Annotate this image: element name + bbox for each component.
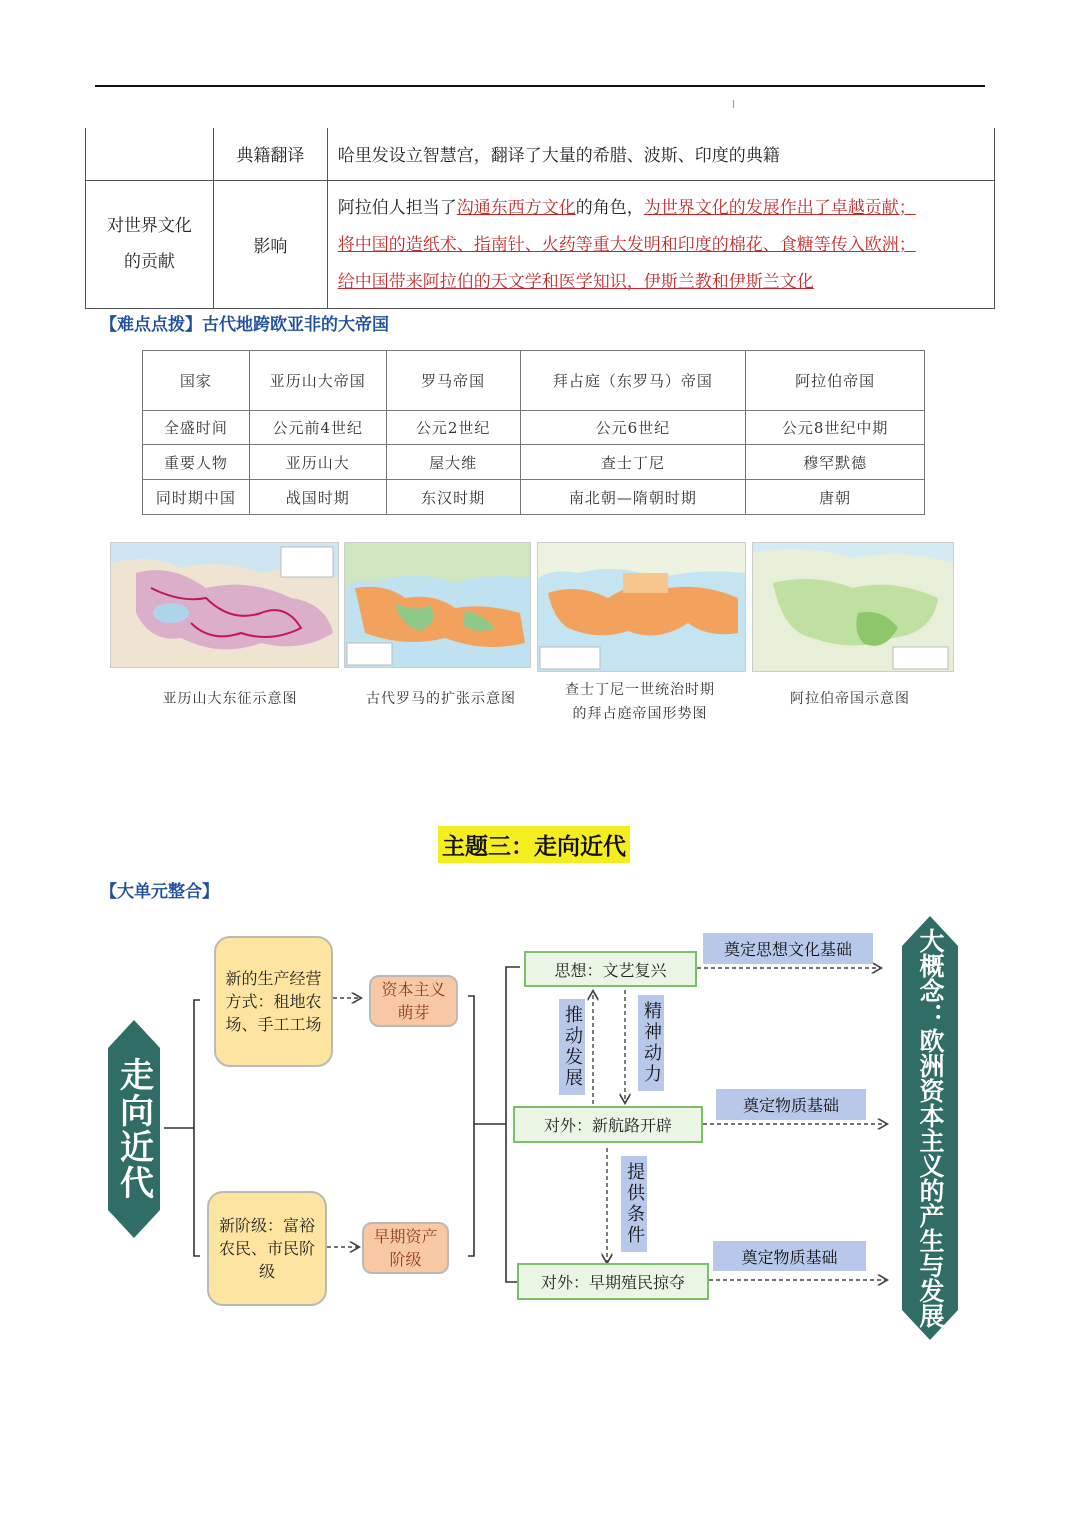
- text-span: 的角色，: [575, 197, 644, 218]
- table-header-cell: 国家: [143, 351, 250, 411]
- table-cell: 南北朝—隋朝时期: [520, 480, 746, 515]
- impact-line-2: [338, 227, 984, 264]
- table-cell: 唐朝: [746, 480, 925, 515]
- map-alexander: [110, 542, 339, 668]
- table-cell: 查士丁尼: [520, 445, 746, 480]
- table-cell: 战国时期: [249, 480, 386, 515]
- table-cell: 对世界文化的贡献: [86, 180, 214, 308]
- left-label: 走向近代: [113, 1057, 154, 1201]
- table-cell: [327, 180, 994, 308]
- empires-table: [142, 350, 925, 515]
- table-cell: 屋大维: [386, 445, 520, 480]
- route-box: 对外：新航路开辟: [513, 1106, 703, 1143]
- table-cell: 东汉时期: [386, 480, 520, 515]
- big-concept-label: 大概念：欧洲资本主义的产生与发展: [916, 928, 945, 1328]
- lay-material-label: 奠定物质基础: [716, 1089, 866, 1120]
- map-byzantine: [537, 542, 746, 672]
- map-caption: 阿拉伯帝国示意图: [790, 691, 910, 707]
- underlined-text: 沟通东西方文化: [456, 197, 576, 218]
- impact-line-1: [338, 190, 984, 227]
- push-label: 推动发展: [559, 999, 585, 1095]
- table-cell: [86, 128, 214, 180]
- map-caption: 的拜占庭帝国形势图: [572, 706, 708, 722]
- lay-material-label: 奠定物质基础: [713, 1241, 866, 1271]
- text-span: [457, 198, 576, 218]
- header-tick: [733, 100, 734, 108]
- provide-label: 提供条件: [621, 1156, 647, 1252]
- table-cell: 哈里发设立智慧宫，翻译了大量的希腊、波斯、印度的典籍: [327, 128, 994, 180]
- table-cell: 公元2世纪: [386, 411, 520, 445]
- map-caption: 亚历山大东征示意图: [162, 691, 298, 707]
- header-rule: [95, 85, 985, 87]
- table-row: [143, 445, 925, 480]
- class-box: 新阶级：富裕农民、市民阶级: [207, 1191, 327, 1306]
- table-cell: 亚历山大: [249, 445, 386, 480]
- impact-line-3: [338, 264, 984, 301]
- lay-thought-label: 奠定思想文化基础: [703, 933, 873, 964]
- unit-heading: 【大单元整合】: [100, 882, 219, 902]
- contribution-table: [85, 128, 995, 309]
- capitalism-box: 资本主义萌芽: [369, 975, 458, 1027]
- thought-box: 思想：文艺复兴: [524, 951, 697, 987]
- text-span: 阿拉伯人担当了: [337, 197, 457, 218]
- table-header-cell: 罗马帝国: [386, 351, 520, 411]
- table-row: [143, 480, 925, 515]
- table-cell: 重要人物: [143, 445, 250, 480]
- text-span: [644, 198, 916, 218]
- underlined-text: 将中国的造纸术、指南针、火药等重大发明和印度的棉花、食糖等传入欧洲；: [337, 234, 916, 255]
- table-header-cell: 阿拉伯帝国: [746, 351, 925, 411]
- map-caption: 查士丁尼一世统治时期: [565, 682, 715, 698]
- map-caption: 古代罗马的扩张示意图: [366, 691, 516, 707]
- table-cell: 影响: [213, 180, 327, 308]
- table-cell: 公元前4世纪: [249, 411, 386, 445]
- map-arab: [752, 542, 954, 672]
- spirit-label: 精神动力: [638, 995, 664, 1091]
- table-cell: 同时期中国: [143, 480, 250, 515]
- underlined-text: 给中国带来阿拉伯的天文学和医学知识，伊斯兰教和伊斯兰文化: [337, 271, 814, 292]
- table-header-row: [143, 351, 925, 411]
- table-row: [143, 411, 925, 445]
- table-cell: 公元8世纪中期: [746, 411, 925, 445]
- table-row: [86, 128, 995, 180]
- table-cell: 全盛时间: [143, 411, 250, 445]
- production-box: 新的生产经营方式：租地农场、手工工场: [214, 936, 333, 1067]
- table-header-cell: 亚历山大帝国: [249, 351, 386, 411]
- theme-title: 主题三：走向近代: [438, 826, 630, 863]
- bourgeoisie-box: 早期资产阶级: [362, 1222, 449, 1274]
- map-rome: [344, 542, 531, 668]
- table-row: [86, 180, 995, 308]
- difficulty-heading: 【难点点拨】古代地跨欧亚非的大帝国: [100, 315, 389, 335]
- underlined-text: 为世界文化的发展作出了卓越贡献；: [643, 197, 916, 218]
- table-cell: 穆罕默德: [746, 445, 925, 480]
- table-cell: 公元6世纪: [520, 411, 746, 445]
- colony-box: 对外：早期殖民掠夺: [517, 1263, 709, 1300]
- table-cell: 典籍翻译: [213, 128, 327, 180]
- table-header-cell: 拜占庭（东罗马）帝国: [520, 351, 746, 411]
